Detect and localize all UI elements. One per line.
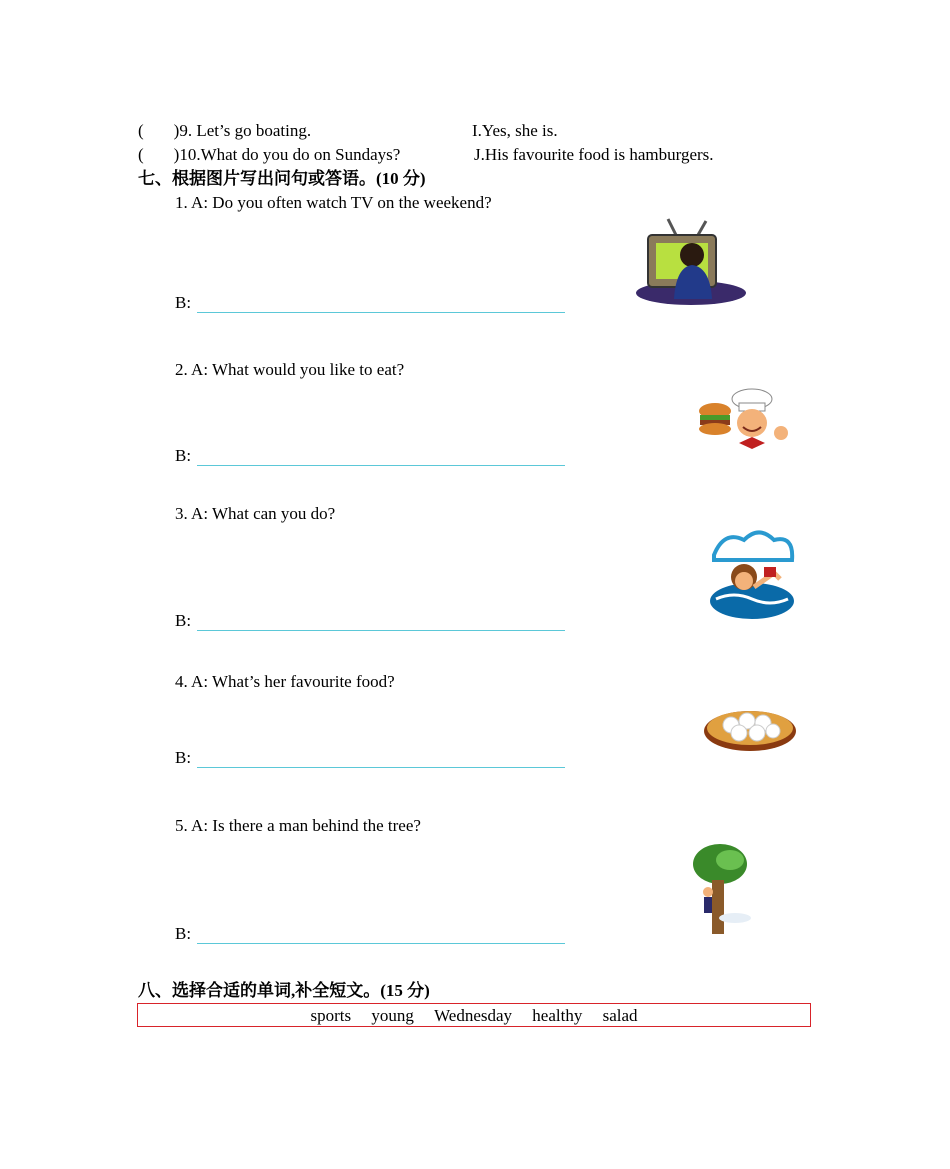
matching-row-9 bbox=[138, 122, 311, 139]
section-8-heading: 八、选择合适的单词,补全短文。(15 分) bbox=[138, 981, 430, 1000]
matching-question: )10.What do you do on Sundays? bbox=[173, 145, 401, 164]
boy-watching-tv-picture bbox=[636, 215, 746, 305]
word-bank-item: Wednesday bbox=[434, 1006, 513, 1025]
question-2: 2. A: What would you like to eat? bbox=[175, 360, 405, 379]
paren-open: ( bbox=[138, 121, 144, 140]
paren-open: ( bbox=[138, 145, 144, 164]
word-bank-item: young bbox=[371, 1006, 414, 1025]
matching-answer-j: J.His favourite food is hamburgers. bbox=[474, 145, 714, 164]
answer-line-5[interactable] bbox=[197, 943, 565, 944]
question-4: 4. A: What’s her favourite food? bbox=[175, 672, 395, 691]
b-label-4: B: bbox=[175, 748, 192, 767]
answer-line-2[interactable] bbox=[197, 465, 565, 466]
chef-with-hamburger-picture bbox=[697, 387, 792, 452]
question-3: 3. A: What can you do? bbox=[175, 504, 336, 523]
answer-line-1[interactable] bbox=[197, 312, 565, 313]
answer-line-4[interactable] bbox=[197, 767, 565, 768]
man-behind-tree-picture bbox=[690, 840, 755, 936]
matching-row-10 bbox=[138, 146, 400, 163]
b-label-2: B: bbox=[175, 446, 192, 465]
b-label-5: B: bbox=[175, 924, 192, 943]
answer-line-3[interactable] bbox=[197, 630, 565, 631]
b-label-3: B: bbox=[175, 611, 192, 630]
question-1: 1. A: Do you often watch TV on the weekend? bbox=[175, 193, 492, 212]
plate-of-dumplings-picture bbox=[703, 703, 797, 753]
b-label-1: B: bbox=[175, 293, 192, 312]
word-bank-item: healthy bbox=[532, 1006, 583, 1025]
matching-question: )9. Let’s go boating. bbox=[173, 121, 312, 140]
matching-answer-i: I.Yes, she is. bbox=[472, 121, 558, 140]
girl-swimming-picture bbox=[704, 525, 799, 620]
section-7-heading: 七、根据图片写出问句或答语。(10 分) bbox=[138, 169, 426, 188]
word-bank-item: salad bbox=[602, 1006, 638, 1025]
question-5: 5. A: Is there a man behind the tree? bbox=[175, 816, 421, 835]
word-bank-box bbox=[137, 1003, 811, 1027]
word-bank-item: sports bbox=[310, 1006, 352, 1025]
